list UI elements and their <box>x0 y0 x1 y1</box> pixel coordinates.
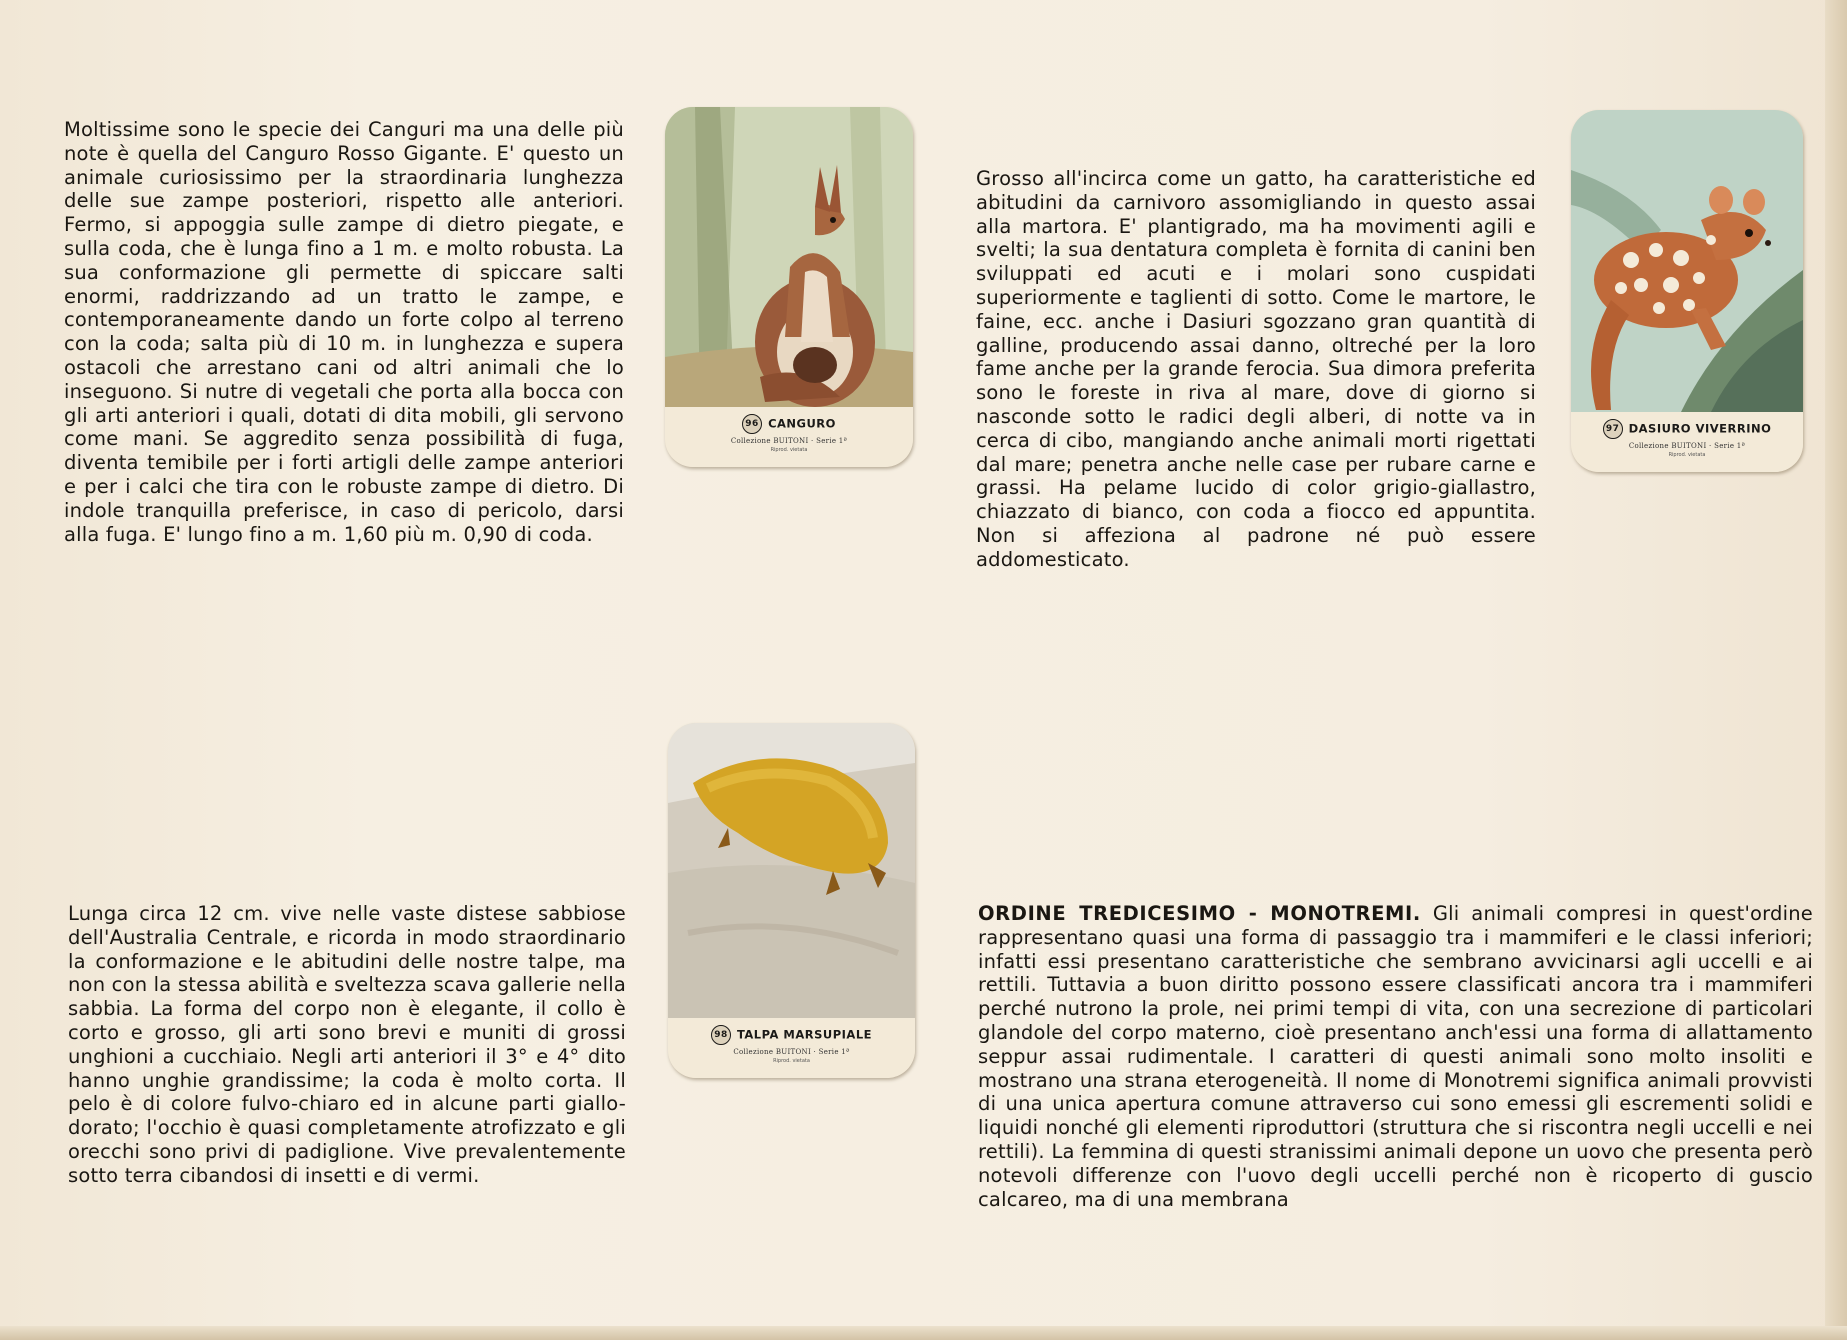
card-number: 97 <box>1603 419 1623 439</box>
card-number: 96 <box>742 414 762 434</box>
dasiuro-description: Grosso all'incirca come un gatto, ha caratteristiche ed abitudini da carnivoro assomigliando in questo assai alla martora. E' plantigrado, ma ha movimenti agili e svelti; la sua dentatura completa è fornita di canini ben sviluppati ed acuti e i molari sono cuspidati superiormente e taglienti di sotto. Come le martore, le faine, ecc. anche i Dasiuri sgozzano gran quantità di galline, producendo assai danno, oltreché per la loro fame anche per la grande ferocia. Sua dimora preferita sono le foreste in riva al mare, dove di giorno si nasconde sotto le radici degli alberi, di notte va in cerca di cibo, mangiando anche animali morti rigettati dal mare; penetra anche nelle case per rubare carne e grassi. Ha pelame lucido di color grigio-giallastro, chiazzato di bianco, con coda a fiocco ed appuntita. Non si affeziona al padrone né può essere addomesticato. <box>976 167 1536 571</box>
page-edge-bottom <box>0 1326 1847 1340</box>
card-caption <box>665 407 913 467</box>
talpa-description: Lunga circa 12 cm. vive nelle vaste distese sabbiose dell'Australia Centrale, e ricorda in modo straordinario la conformazione e le abitudini delle nostre talpe, ma non con la stessa abilità e sveltezza scava gallerie nella sabbia. La forma del corpo non è elegante, il collo è corto e grosso, gli arti sono brevi e muniti di grossi unghioni a cucchiaio. Negli arti anteriori il 3° e 4° dito hanno unghie grandissime; la coda è molto corta. Il pelo è di colore fulvo-chiaro ed in alcune parti giallo-dorato; l'occhio è quasi completamente atrofizzato e gli orecchi sono privi di padiglione. Vive prevalentemente sotto terra cibandosi di insetti e di vermi. <box>68 902 626 1187</box>
card-rights: Riprod. vietata <box>1668 452 1706 458</box>
card-caption <box>1571 412 1803 472</box>
card-talpa-marsupiale <box>668 723 915 1078</box>
card-collection: Collezione BUITONI · Serie 1ª <box>730 437 848 445</box>
card-number: 98 <box>711 1025 731 1045</box>
card-title: CANGURO <box>768 416 836 431</box>
monotremi-body: Gli animali compresi in quest'ordine rappresentano quasi una forma di passaggio tra i mammiferi e le classi inferiori; infatti essi presentano caratteristiche che sembrano avvicinarsi agli uccelli e ai rettili. Tuttavia a buon diritto possono essere classificati ancora tra i mammiferi perché nutrono la prole, nei primi tempi di vita, con una secrezione di particolari glandole del corpo materno, cioè presentano anch'essi una forma di allattamento seppur assai rudimentale. I caratteri di questi animali sono molto insoliti e mostrano una strana eterogeneità. Il nome di Monotremi significa animali provvisti di una unica apertura comune attraverso cui sono emessi gli escrementi solidi e liquidi nonché gli elementi riproduttori (struttura che si riscontra negli uccelli e nei rettili). La femmina di questi stranissimi animali depone un uovo che presenta però notevoli differenze con l'uovo degli uccelli perché non è ricoperto di guscio calcareo, ma di una membrana <box>978 902 1814 1211</box>
card-canguro <box>665 107 913 467</box>
card-rights: Riprod. vietata <box>773 1058 810 1064</box>
page-edge-right <box>1825 0 1847 1340</box>
quoll-illustration <box>1571 110 1803 412</box>
marsupial-mole-illustration <box>668 723 915 1018</box>
card-rights: Riprod. vietata <box>770 447 808 453</box>
canguro-description: Moltissime sono le specie dei Canguri ma una delle più note è quella del Canguro Rosso Gigante. E' questo un animale curiosissimo per la straordinaria lunghezza delle sue zampe posteriori, rispetto alle anteriori. Fermo, si appoggia sulle zampe di dietro piegate, e sulla coda, che è lunga fino a 1 m. e molto robusta. La sua conformazione gli permette di spiccare salti enormi, raddrizzando ad un tratto le zampe, e contemporaneamente dando un forte colpo al terreno con la coda; salta più di 10 m. in lunghezza e supera ostacoli che arrestano cani od altri animali che lo inseguono. Si nutre di vegetali che porta alla bocca con gli arti anteriori i quali, dotati di dita mobili, gli servono come mani. Se aggredito senza possibilità di fuga, diventa temibile per i forti artigli delle zampe anteriori e per i calci che tira con le robuste zampe di dietro. Di indole tranquilla preferisce, in caso di pericolo, darsi alla fuga. E' lungo fino a m. 1,60 più m. 0,90 di coda. <box>64 118 624 546</box>
card-caption <box>668 1018 915 1078</box>
card-dasiuro <box>1571 110 1803 472</box>
monotremi-description <box>978 902 1813 1211</box>
card-collection: Collezione BUITONI · Serie 1ª <box>733 1048 850 1056</box>
monotremi-heading: ORDINE TREDICESIMO - MONOTREMI. <box>978 902 1421 925</box>
card-title: TALPA MARSUPIALE <box>736 1027 873 1042</box>
card-title: DASIURO VIVERRINO <box>1628 421 1772 436</box>
kangaroo-illustration <box>665 107 913 407</box>
card-collection: Collezione BUITONI · Serie 1ª <box>1628 442 1746 450</box>
